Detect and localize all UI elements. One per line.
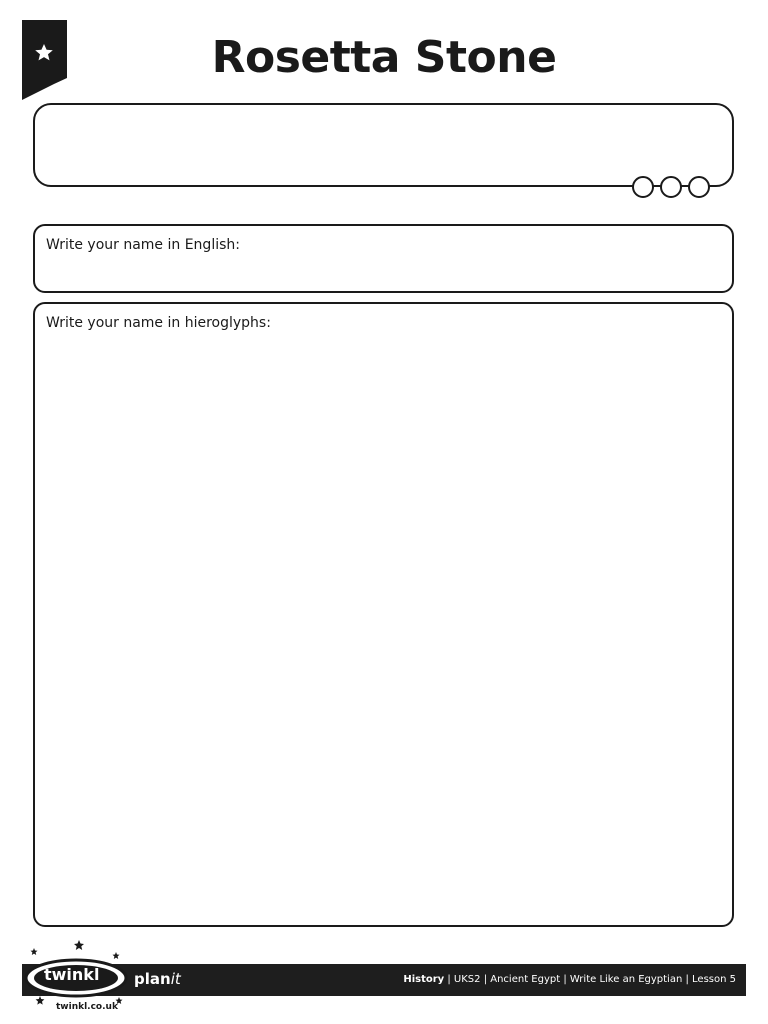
page-title: Rosetta Stone [211,32,557,83]
english-name-box[interactable] [33,224,734,293]
planit-logo: planit [134,970,181,988]
footer-lesson-path: | UKS2 | Ancient Egypt | Write Like an Egyptian | Lesson 5 [444,974,736,985]
hieroglyphs-name-label: Write your name in hieroglyphs: [46,315,271,331]
hieroglyphs-name-box[interactable] [33,302,734,927]
twinkl-url: twinkl.co.uk [56,1002,118,1012]
twinkl-wordmark: twinkl [44,965,100,984]
footer-breadcrumb [403,974,736,985]
title-answer-box[interactable] [33,103,734,187]
english-name-label: Write your name in English: [46,237,240,253]
footer-subject: History [403,974,445,985]
three-circles-icon [631,175,713,199]
